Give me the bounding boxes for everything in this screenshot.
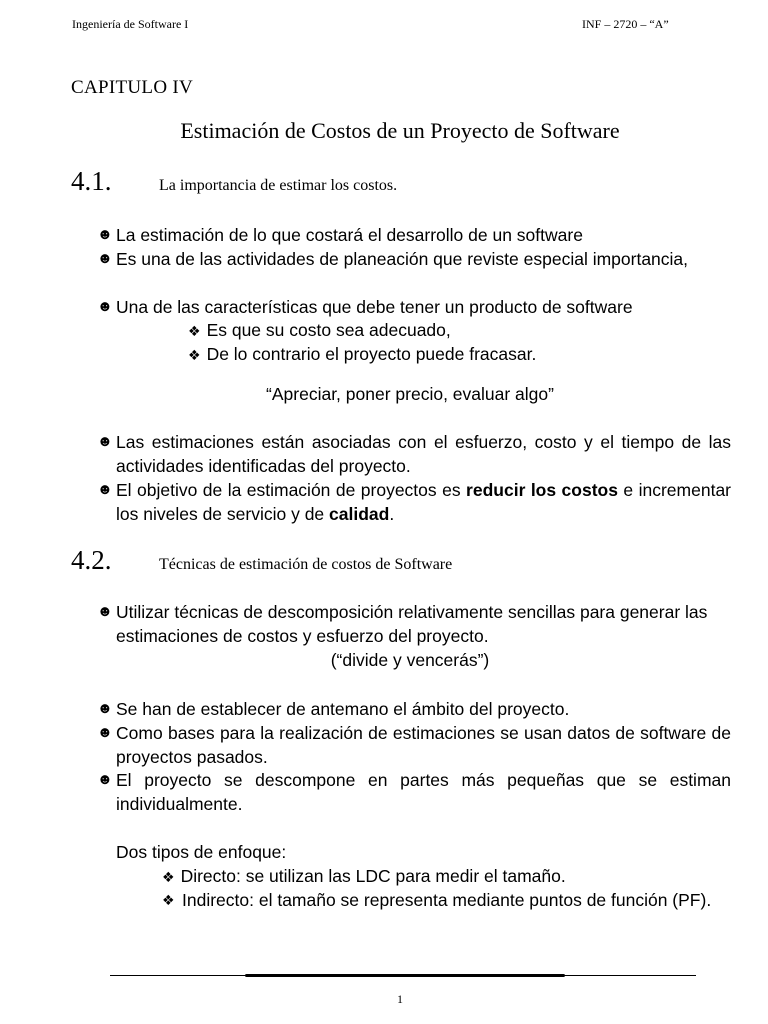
page-number: 1	[397, 992, 403, 1006]
header-left: Ingeniería de Software I	[72, 17, 189, 31]
chapter-label: CAPITULO IV	[71, 77, 194, 98]
bullet-item	[97, 768, 731, 816]
section-heading-4-2	[71, 545, 452, 576]
bullet-text: Es una de las actividades de planeación que reviste especial importancia,	[116, 249, 689, 269]
sub-bullet-text: De lo contrario el proyecto puede fracasar.	[206, 344, 537, 364]
bullet-text: El objetivo de la estimación de proyectos es reducir los costos e incrementar los niveles de servicio y de calidad.	[116, 480, 731, 524]
section-title: La importancia de estimar los costos.	[159, 177, 398, 194]
bullet-text: La estimación de lo que costará el desarrollo de un software	[116, 225, 583, 245]
bullet-center-note: (“divide y vencerás”)	[330, 650, 490, 670]
bullet-text: Utilizar técnicas de descomposición relativamente sencillas para generar las estimaciones de costos y esfuerzo del proyecto.	[116, 602, 708, 646]
bullet-item	[97, 697, 731, 721]
bold-phrase: reducir los costos	[466, 480, 618, 500]
bullet-text: El proyecto se descompone en partes más pequeñas que se estiman individualmente.	[116, 770, 731, 814]
smiley-bullet-icon: ☻	[97, 771, 113, 788]
section-number: 4.2.	[71, 545, 112, 575]
section-heading-4-1	[71, 166, 397, 197]
approach-item	[162, 888, 732, 912]
smiley-bullet-icon: ☻	[97, 603, 113, 620]
diamond-bullet-icon: ❖	[188, 347, 201, 363]
smiley-bullet-icon: ☻	[97, 298, 113, 315]
smiley-bullet-icon: ☻	[97, 481, 113, 498]
bullet-item	[97, 430, 731, 478]
section-number: 4.1.	[71, 166, 112, 196]
sub-bullet-item	[188, 342, 536, 367]
section-title: Técnicas de estimación de costos de Software	[159, 556, 453, 573]
smiley-bullet-icon: ☻	[97, 250, 113, 267]
bullet-item	[97, 478, 731, 526]
smiley-bullet-icon: ☻	[97, 226, 113, 243]
sub-bullet-text: Es que su costo sea adecuado,	[206, 320, 451, 340]
bullet-item	[97, 600, 731, 648]
bullet-text: Las estimaciones están asociadas con el esfuerzo, costo y el tiempo de las actividades identificadas del proyecto.	[116, 432, 731, 476]
quote-line: “Apreciar, poner precio, evaluar algo”	[266, 384, 554, 404]
footer-divider-accent	[245, 974, 565, 977]
bullet-item	[97, 223, 731, 247]
approach-text: Directo: se utilizan las LDC para medir el tamaño.	[180, 866, 566, 886]
smiley-bullet-icon: ☻	[97, 700, 113, 717]
header-right: INF – 2720 – “A”	[582, 17, 669, 31]
smiley-bullet-icon: ☻	[97, 724, 113, 741]
approach-title: Dos tipos de enfoque:	[116, 842, 287, 862]
bullet-item	[97, 247, 731, 271]
sub-bullet-item	[188, 318, 451, 343]
bold-phrase: calidad	[329, 504, 390, 524]
approach-item	[162, 864, 566, 889]
bullet-item	[97, 721, 731, 769]
diamond-bullet-icon: ❖	[162, 892, 175, 908]
diamond-bullet-icon: ❖	[188, 323, 201, 339]
page-title: Estimación de Costos de un Proyecto de Software	[180, 118, 620, 143]
bullet-item	[97, 295, 731, 319]
bullet-text: Se han de establecer de antemano el ámbito del proyecto.	[116, 699, 570, 719]
bullet-text: Una de las características que debe tener un producto de software	[116, 297, 633, 317]
approach-text: Indirecto: el tamaño se representa mediante puntos de función (PF).	[182, 890, 712, 910]
diamond-bullet-icon: ❖	[162, 869, 175, 885]
smiley-bullet-icon: ☻	[97, 433, 113, 450]
bullet-text: Como bases para la realización de estimaciones se usan datos de software de proyectos pasados.	[116, 723, 731, 767]
